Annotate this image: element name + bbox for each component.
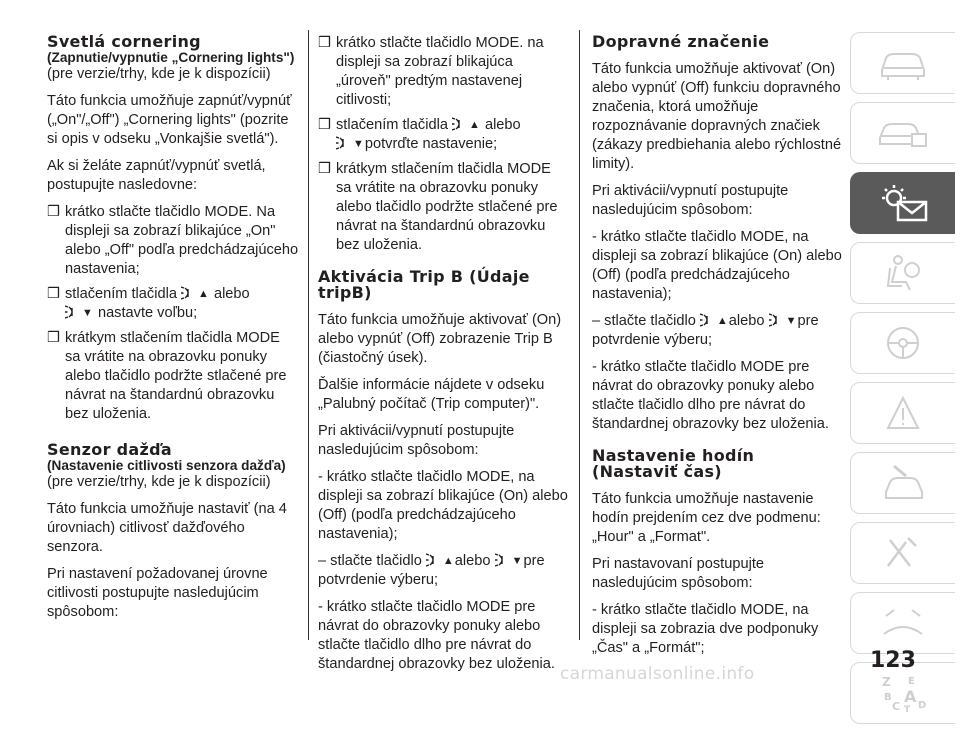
warning-triangle-icon (876, 392, 930, 434)
tab-emergency[interactable] (850, 382, 955, 444)
light-button-icon (452, 117, 468, 131)
page-number: 123 (870, 648, 916, 673)
tools-icon (876, 532, 930, 574)
checkbox-bullet-icon: ❒ (47, 204, 61, 220)
down-arrow-icon: ▼ (785, 315, 797, 327)
light-button-icon (700, 313, 716, 327)
tab-safety-car[interactable] (850, 102, 955, 164)
paragraph: - krátko stlačte tlačidlo MODE, na displeji sa zobrazia dve podponuky „Čas" a „Formát"; (592, 602, 819, 656)
checkbox-bullet-icon: ❒ (47, 330, 61, 346)
light-button-icon (769, 313, 785, 327)
media-icon (876, 602, 930, 644)
tab-starting-driving[interactable] (850, 312, 955, 374)
version-note: (pre verzie/trhy, kde je k dispozícii) (47, 474, 271, 490)
paragraph: – stlačte tlačidlo ▲alebo ▼pre potvrdenie výberu; (318, 553, 545, 588)
paragraph: Táto funkcia umožňuje nastavenie hodín prejdením cez dve podmenu: „Hour" a „Format". (592, 491, 821, 545)
airbag-seat-icon (876, 252, 930, 294)
paragraph: Pri aktivácii/vypnutí postupujte nasledujúcim spôsobom: (318, 423, 515, 458)
list-item: ❒ krátko stlačte tlačidlo MODE. Na displeji sa zobrazí blikajúce „On" alebo „Off" podľa predchádzajúceho nastavenia; (47, 204, 299, 277)
column-divider (308, 30, 309, 640)
paragraph: Táto funkcia umožňuje aktivovať (On) alebo vypnúť (Off) zobrazenie Trip B (čiastočný úsek). (318, 312, 562, 366)
list-item: ❒ stlačením tlačidla ▲ alebo ▼potvrďte nastavenie; (318, 117, 521, 152)
up-arrow-icon: ▲ (716, 315, 728, 327)
checkbox-bullet-icon: ❒ (318, 35, 332, 51)
tab-car-knowledge[interactable] (850, 32, 955, 94)
paragraph: Pri aktivácii/vypnutí postupujte nasledujúcim spôsobom: (592, 183, 789, 218)
steps-list (318, 34, 568, 255)
index-letter: T (904, 705, 911, 714)
index-letter: C (892, 700, 901, 713)
list-item: ❒ krátkym stlačením tlačidla MODE sa vrátite na obrazovku ponuky alebo tlačidlo podržte stlačené pre návrat na štandardnú obrazovku bez uloženia. (318, 161, 558, 253)
steps-list (47, 203, 299, 424)
subheading-cornering: (Zapnutie/vypnutie „Cornering lights") (47, 50, 295, 65)
warning-light-envelope-icon (876, 182, 930, 224)
tab-technical-data[interactable] (850, 522, 955, 584)
car-lock-icon (876, 112, 930, 154)
paragraph: - krátko stlačte tlačidlo MODE pre návrat do obrazovky ponuky alebo stlačte tlačidlo dlho pre návrat do štandardnej obrazovky bez uloženia. (318, 599, 555, 672)
down-arrow-icon: ▼ (353, 138, 364, 150)
paragraph: – stlačte tlačidlo ▲alebo ▼pre potvrdenie výberu; (592, 313, 819, 348)
paragraph: - krátko stlačte tlačidlo MODE, na displeji sa zobrazí blikajúce (On) alebo (Off) (podľa predchádzajúceho nastavenia); (318, 469, 568, 542)
alphabetical-index-icon (876, 672, 930, 714)
up-arrow-icon: ▲ (442, 555, 454, 567)
index-letter: D (918, 700, 927, 711)
light-button-icon (65, 305, 81, 319)
chapter-tabs (850, 32, 960, 732)
light-button-icon (336, 136, 352, 150)
index-letter: E (908, 676, 915, 687)
tab-maintenance[interactable] (850, 452, 955, 514)
paragraph: Táto funkcia umožňuje nastaviť (na 4 úrovniach) citlivosť dažďového senzora. (47, 501, 287, 555)
tab-instruments[interactable] (850, 172, 955, 234)
light-button-icon (181, 286, 197, 300)
paragraph: Ďalšie informácie nájdete v odseku „Palubný počítač (Trip computer)". (318, 377, 545, 412)
paragraph: Pri nastavovaní postupujte nasledujúcim spôsobom: (592, 556, 764, 591)
heading-traffic-signs: Dopravné značenie (592, 32, 770, 51)
column-divider (579, 30, 580, 640)
heading-rain-sensor: Senzor dažďa (47, 440, 172, 459)
heading-set-clock: Nastavenie hodín (Nastaviť čas) (592, 446, 755, 481)
index-letter: A (904, 687, 917, 706)
column-1 (47, 34, 299, 630)
column-3 (592, 34, 844, 666)
wrench-car-icon (876, 462, 930, 504)
paragraph: Táto funkcia umožňuje aktivovať (On) alebo vypnúť (Off) funkciu dopravného značenia, ktorá umožňuje rozpoznávanie dopravných značiek (zákazy predbiehania alebo rýchlostné limity). (592, 61, 842, 172)
checkbox-bullet-icon: ❒ (47, 286, 61, 302)
list-item: ❒ stlačením tlačidla ▲ alebo ▼ nastavte voľbu; (47, 286, 250, 321)
light-button-icon (426, 553, 442, 567)
down-arrow-icon: ▼ (82, 307, 93, 319)
column-2 (318, 34, 568, 682)
paragraph: - krátko stlačte tlačidlo MODE pre návrat do obrazovky ponuky alebo stlačte tlačidlo dlho pre návrat do štandardnej obrazovky bez uloženia. (592, 359, 829, 432)
heading-cornering-lights: Svetlá cornering (47, 32, 201, 51)
paragraph: Táto funkcia umožňuje zapnúť/vypnúť („On"/„Off") „Cornering lights" (pozrite si opis v odseku „Vonkajšie svetlá"). (47, 93, 292, 147)
list-item: ❒ krátkym stlačením tlačidla MODE sa vrátite na obrazovku ponuky alebo tlačidlo podržte stlačené pre návrat na štandardnú obrazovku bez uloženia. (47, 330, 287, 422)
index-letter: B (884, 692, 892, 703)
list-item: ❒ krátko stlačte tlačidlo MODE. na displeji sa zobrazí blikajúca „úroveň" predtým nastavenej citlivosti; (318, 35, 544, 108)
version-note: (pre verzie/trhy, kde je k dispozícii) (47, 66, 271, 82)
subheading-rain-sensor: (Nastavenie citlivosti senzora dažďa) (47, 458, 286, 473)
steering-wheel-icon (876, 322, 930, 364)
car-icon (876, 42, 930, 84)
tab-safety[interactable] (850, 242, 955, 304)
down-arrow-icon: ▼ (511, 555, 523, 567)
light-button-icon (495, 553, 511, 567)
up-arrow-icon: ▲ (198, 288, 209, 300)
heading-trip-b: Aktivácia Trip B (Údaje tripB) (318, 267, 530, 302)
paragraph: Ak si želáte zapnúť/vypnúť svetlá, postupujte nasledovne: (47, 158, 266, 193)
up-arrow-icon: ▲ (469, 119, 480, 131)
paragraph: - krátko stlačte tlačidlo MODE, na displeji sa zobrazí blikajúce (On) alebo (Off) (podľa predchádzajúceho nastavenia); (592, 229, 842, 302)
checkbox-bullet-icon: ❒ (318, 161, 332, 177)
paragraph: Pri nastavení požadovanej úrovne citlivosti postupujte nasledujúcim spôsobom: (47, 566, 268, 620)
index-letter: Z (882, 675, 891, 689)
checkbox-bullet-icon: ❒ (318, 117, 332, 133)
tab-multimedia[interactable] (850, 592, 955, 654)
watermark: carmanualsonline.info (560, 664, 755, 684)
